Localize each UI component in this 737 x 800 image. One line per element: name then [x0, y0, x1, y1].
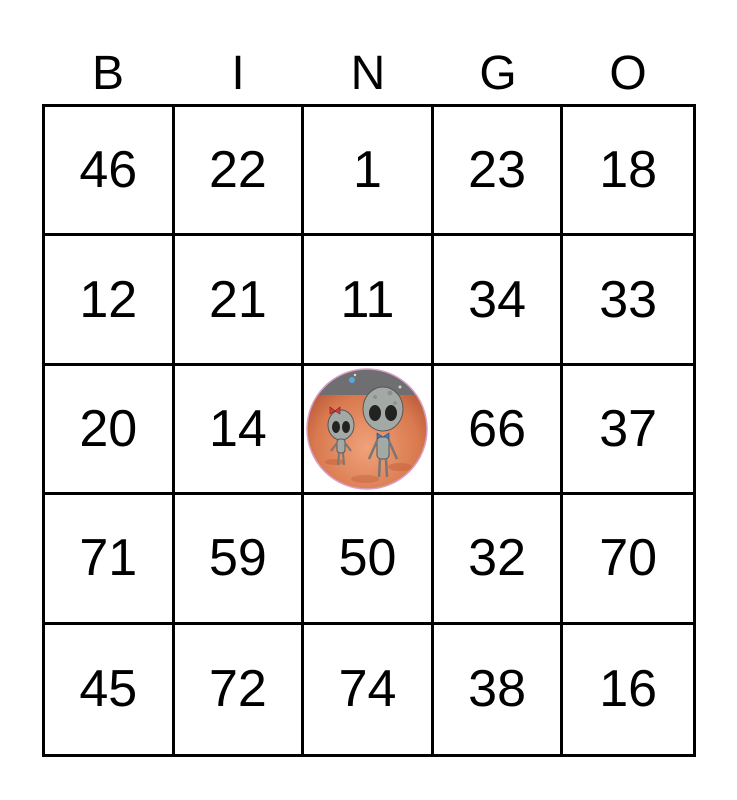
bingo-cell[interactable]: 32 — [434, 495, 564, 624]
bingo-cell[interactable]: 22 — [175, 107, 305, 236]
header-letter-n: N — [350, 47, 386, 100]
bingo-cell[interactable]: 45 — [45, 625, 175, 754]
bingo-cell[interactable]: 59 — [175, 495, 305, 624]
bingo-cell[interactable]: 74 — [304, 625, 434, 754]
bingo-grid — [42, 104, 696, 757]
bingo-cell[interactable]: 12 — [45, 236, 175, 365]
header-letter-b: B — [91, 47, 124, 100]
header-letter-i: I — [231, 47, 245, 100]
bingo-cell[interactable]: 34 — [434, 236, 564, 365]
bingo-cell[interactable]: 16 — [563, 625, 693, 754]
bingo-header — [43, 44, 695, 104]
bingo-cell[interactable]: 72 — [175, 625, 305, 754]
bingo-cell[interactable]: 20 — [45, 366, 175, 495]
bingo-cell[interactable]: 21 — [175, 236, 305, 365]
bingo-cell[interactable]: 46 — [45, 107, 175, 236]
bingo-cell[interactable]: 66 — [434, 366, 564, 495]
bingo-cell[interactable]: 71 — [45, 495, 175, 624]
bingo-cell[interactable]: 33 — [563, 236, 693, 365]
bingo-cell[interactable]: 1 — [304, 107, 434, 236]
bingo-cell[interactable]: 14 — [175, 366, 305, 495]
aliens-free-space-icon — [305, 367, 429, 491]
bingo-cell[interactable]: 38 — [434, 625, 564, 754]
bingo-cell[interactable]: 18 — [563, 107, 693, 236]
bingo-cell[interactable]: 11 — [304, 236, 434, 365]
header-letter-o: O — [609, 47, 647, 100]
free-space-cell[interactable] — [304, 366, 434, 495]
bingo-cell[interactable]: 50 — [304, 495, 434, 624]
bingo-cell[interactable]: 37 — [563, 366, 693, 495]
header-letter-g: G — [479, 47, 517, 100]
bingo-cell[interactable]: 70 — [563, 495, 693, 624]
bingo-cell[interactable]: 23 — [434, 107, 564, 236]
